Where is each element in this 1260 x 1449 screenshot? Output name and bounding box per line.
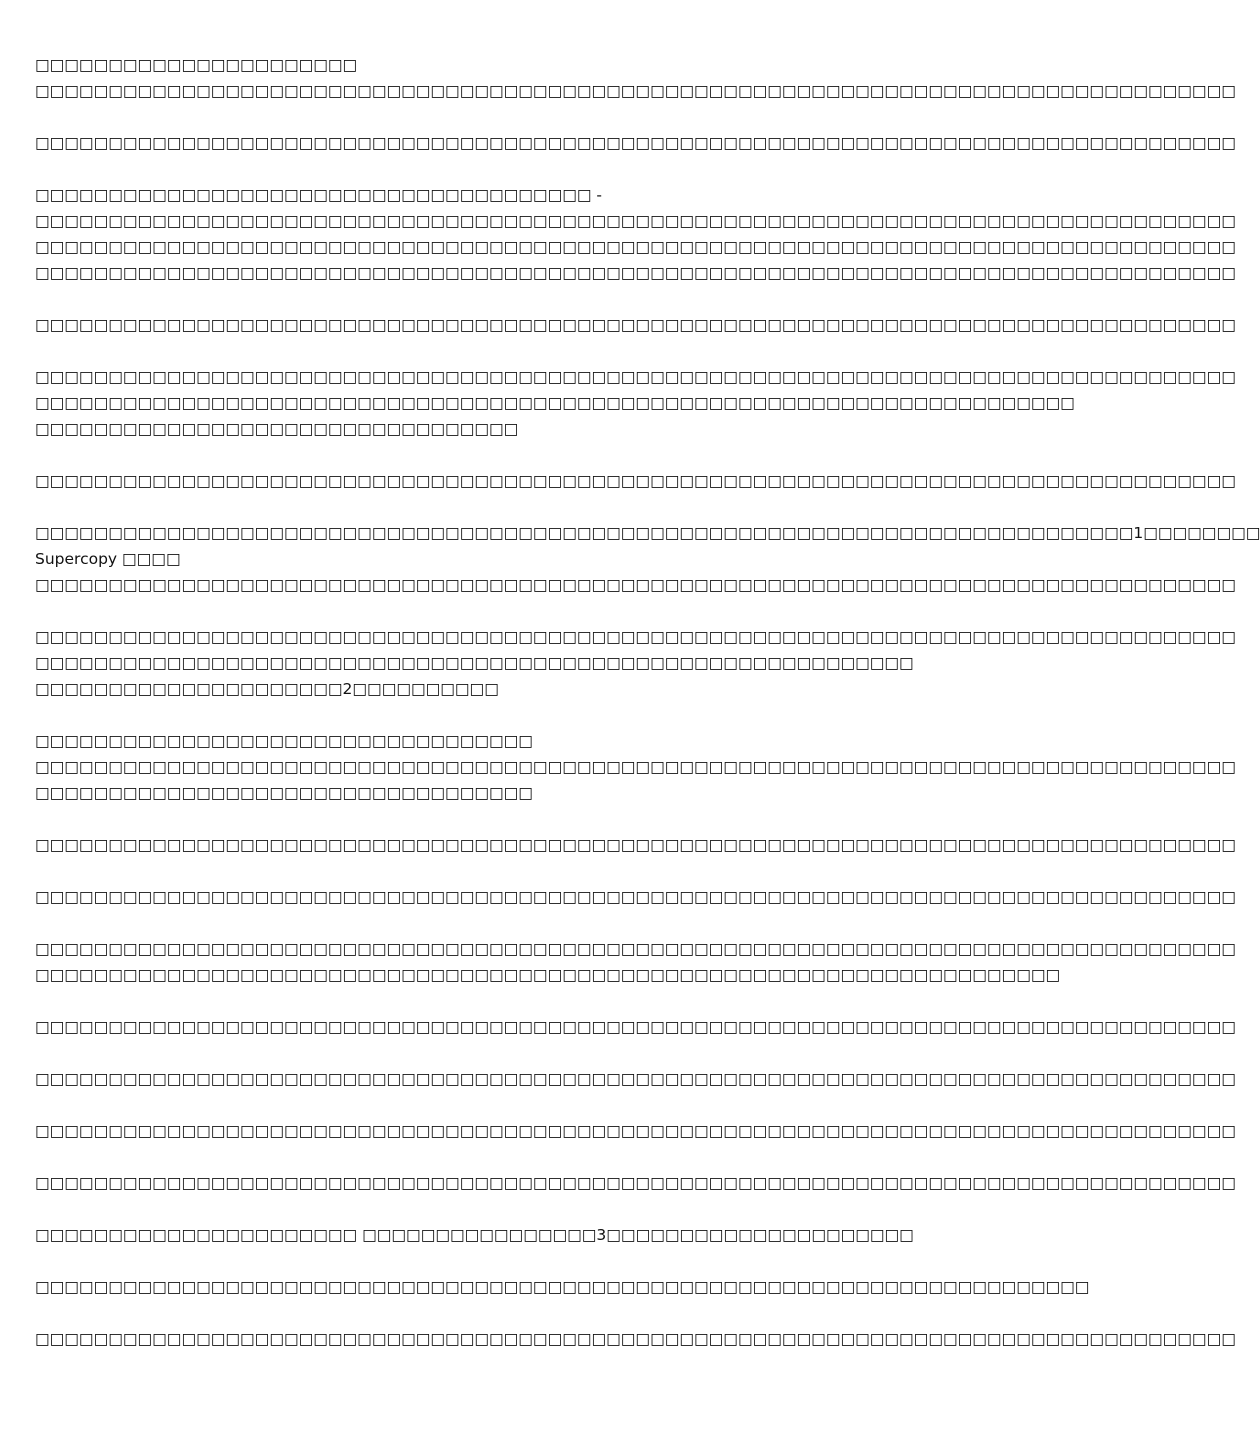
text-line: □□□□□□□□□□□□□□□□□□□□□□□□□□□□□□□□□□ bbox=[35, 784, 533, 802]
text-line: □□□□□□□□□□□□□□□□□□□□□□□□□□□□□□□□□□□□□□□□□□□□□□□□□□□□□□□□□□□□□□□□□□□□□□□□□□□□□□□□□□ bbox=[35, 1174, 1236, 1192]
text-line: □□□□□□□□□□□□□□□□□□□□□□□□□□□□□□□□□□□□□□□□□□□□□□□□□□□□□□□□□□□□□□□□□□□□□□□□□□□□□□□□□□ bbox=[35, 316, 1236, 334]
text-line: □□□□□□□□□□□□□□□□□□□□□□□□□□□□□□□□□□□□□□□□□□□□□□□□□□□□□□□□□□□□□□□□□□□□□□□□ bbox=[35, 1278, 1090, 1296]
text-line: □□□□□□□□□□□□□□□□□□□□□□□□□□□□□□□□□□□□□□□□□□□□□□□□□□□□□□□□□□□□□□□□□□□□□□□□□□□□□□□□□□ bbox=[35, 82, 1236, 100]
text-line: □□□□□□□□□□□□□□□□□□□□□□□□□□□□□□□□□□□□□□□□□□□□□□□□□□□□□□□□□□□□□□□□□□□□□□□□□□□□□□□□□□ bbox=[35, 1330, 1236, 1348]
paragraph bbox=[35, 182, 1236, 286]
paragraph bbox=[35, 1014, 1236, 1040]
text-line: □□□□□□□□□□□□□□□□□□□□□□□□□□□□□□□□□□□□□□□□□□□□□□□□□□□□□□□□□□□□□□□□□□□□□□□ bbox=[35, 394, 1075, 412]
paragraph bbox=[35, 1170, 1236, 1196]
paragraph bbox=[35, 1066, 1236, 1092]
text-line: □□□□□□□□□□□□□□□□□□□□□□□□□□□□□□□□□□□□□□□□□□□□□□□□□□□□□□□□□□□□□□□□□□□□□□□□□□□1□□□□□□□□ bbox=[35, 524, 1260, 542]
text-line: □□□□□□□□□□□□□□□□□□□□□□□□□□□□□□□□□□□□□□□□□□□□□□□□□□□□□□□□□□□□□□□□□□□□□□□□□□□□□□□□□□ bbox=[35, 264, 1236, 282]
text-line: □□□□□□□□□□□□□□□□□□□□□□□□□□□□□□□□□□□□□□□□□□□□□□□□□□□□□□□□□□□□□□□□□□□□□□□□□□□□□□□□□□ bbox=[35, 576, 1236, 594]
paragraph bbox=[35, 1118, 1236, 1144]
text-line: □□□□□□□□□□□□□□□□□□□□□□□□□□□□□□□□□□□□□□□□□□□□□□□□□□□□□□□□□□□□□□□□□□□□□□□□□□□□□□□□□□ bbox=[35, 1122, 1236, 1140]
text-line: □□□□□□□□□□□□□□□□□□□□□□□□□□□□□□□□□□□□□□□□□□□□□□□□□□□□□□□□□□□□□□□□□□□□□□□□□□□□□□□□□□ bbox=[35, 1070, 1236, 1088]
document-body bbox=[35, 52, 1260, 1378]
paragraph bbox=[35, 52, 1236, 104]
text-line: □□□□□□□□□□□□□□□□□□□□□□□□□□□□□□□□□□□□□□□□□□□□□□□□□□□□□□□□□□□□□□□□□□□□□□□□□□□□□□□□□□ bbox=[35, 836, 1236, 854]
paragraph bbox=[35, 832, 1236, 858]
paragraph bbox=[35, 624, 1236, 702]
paragraph bbox=[35, 364, 1236, 442]
text-line: □□□□□□□□□□□□□□□□□□□□□□ □□□□□□□□□□□□□□□□3□□□□□□□□□□□□□□□□□□□□□ bbox=[35, 1226, 914, 1244]
paragraph bbox=[35, 520, 1260, 598]
paragraph bbox=[35, 936, 1236, 988]
paragraph bbox=[35, 468, 1236, 494]
text-line: □□□□□□□□□□□□□□□□□□□□□□□□□□□□□□□□□□ bbox=[35, 732, 533, 750]
text-line: □□□□□□□□□□□□□□□□□□□□□□□□□□□□□□□□□□□□□□ - bbox=[35, 186, 603, 204]
paragraph bbox=[35, 1274, 1090, 1300]
text-line: □□□□□□□□□□□□□□□□□□□□□2□□□□□□□□□□ bbox=[35, 680, 499, 698]
text-line: □□□□□□□□□□□□□□□□□□□□□□□□□□□□□□□□□□□□□□□□□□□□□□□□□□□□□□□□□□□□□□□□□□□□□□□□□□□□□□□□□□ bbox=[35, 134, 1236, 152]
paragraph bbox=[35, 728, 1236, 806]
paragraph bbox=[35, 1326, 1236, 1352]
text-line: □□□□□□□□□□□□□□□□□□□□□□□□□□□□□□□□□□□□□□□□□□□□□□□□□□□□□□□□□□□□□□□□□□□□□□□□□□□□□□□□□□ bbox=[35, 368, 1236, 386]
text-line: □□□□□□□□□□□□□□□□□□□□□□□□□□□□□□□□□□□□□□□□□□□□□□□□□□□□□□□□□□□□□□□□□□□□□□ bbox=[35, 966, 1061, 984]
text-line: □□□□□□□□□□□□□□□□□□□□□□□□□□□□□□□□□□□□□□□□□□□□□□□□□□□□□□□□□□□□□□□□□□□□□□□□□□□□□□□□□□ bbox=[35, 758, 1236, 776]
text-line: □□□□□□□□□□□□□□□□□□□□□□□□□□□□□□□□□□□□□□□□□□□□□□□□□□□□□□□□□□□□□□□□□□□□□□□□□□□□□□□□□□ bbox=[35, 238, 1236, 256]
paragraph bbox=[35, 1222, 990, 1248]
text-line: □□□□□□□□□□□□□□□□□□□□□□□□□□□□□□□□□□□□□□□□□□□□□□□□□□□□□□□□□□□□□□□□□□□□□□□□□□□□□□□□□□ bbox=[35, 212, 1236, 230]
paragraph bbox=[35, 130, 1236, 156]
text-line: □□□□□□□□□□□□□□□□□□□□□□□□□□□□□□□□□□□□□□□□□□□□□□□□□□□□□□□□□□□□ bbox=[35, 654, 914, 672]
text-line: Supercopy □□□□ bbox=[35, 550, 181, 568]
text-line: □□□□□□□□□□□□□□□□□□□□□□□□□□□□□□□□□□□□□□□□□□□□□□□□□□□□□□□□□□□□□□□□□□□□□□□□□□□□□□□□□□ bbox=[35, 1018, 1236, 1036]
text-line: □□□□□□□□□□□□□□□□□□□□□□ bbox=[35, 56, 358, 74]
text-line: □□□□□□□□□□□□□□□□□□□□□□□□□□□□□□□□□□□□□□□□□□□□□□□□□□□□□□□□□□□□□□□□□□□□□□□□□□□□□□□□□□ bbox=[35, 940, 1236, 958]
paragraph bbox=[35, 884, 1236, 910]
text-line: □□□□□□□□□□□□□□□□□□□□□□□□□□□□□□□□□□□□□□□□□□□□□□□□□□□□□□□□□□□□□□□□□□□□□□□□□□□□□□□□□□ bbox=[35, 888, 1236, 906]
text-line: □□□□□□□□□□□□□□□□□□□□□□□□□□□□□□□□□□□□□□□□□□□□□□□□□□□□□□□□□□□□□□□□□□□□□□□□□□□□□□□□□□ bbox=[35, 472, 1236, 490]
text-line: □□□□□□□□□□□□□□□□□□□□□□□□□□□□□□□□□ bbox=[35, 420, 519, 438]
text-line: □□□□□□□□□□□□□□□□□□□□□□□□□□□□□□□□□□□□□□□□□□□□□□□□□□□□□□□□□□□□□□□□□□□□□□□□□□□□□□□□□□ bbox=[35, 628, 1236, 646]
paragraph bbox=[35, 312, 1236, 338]
